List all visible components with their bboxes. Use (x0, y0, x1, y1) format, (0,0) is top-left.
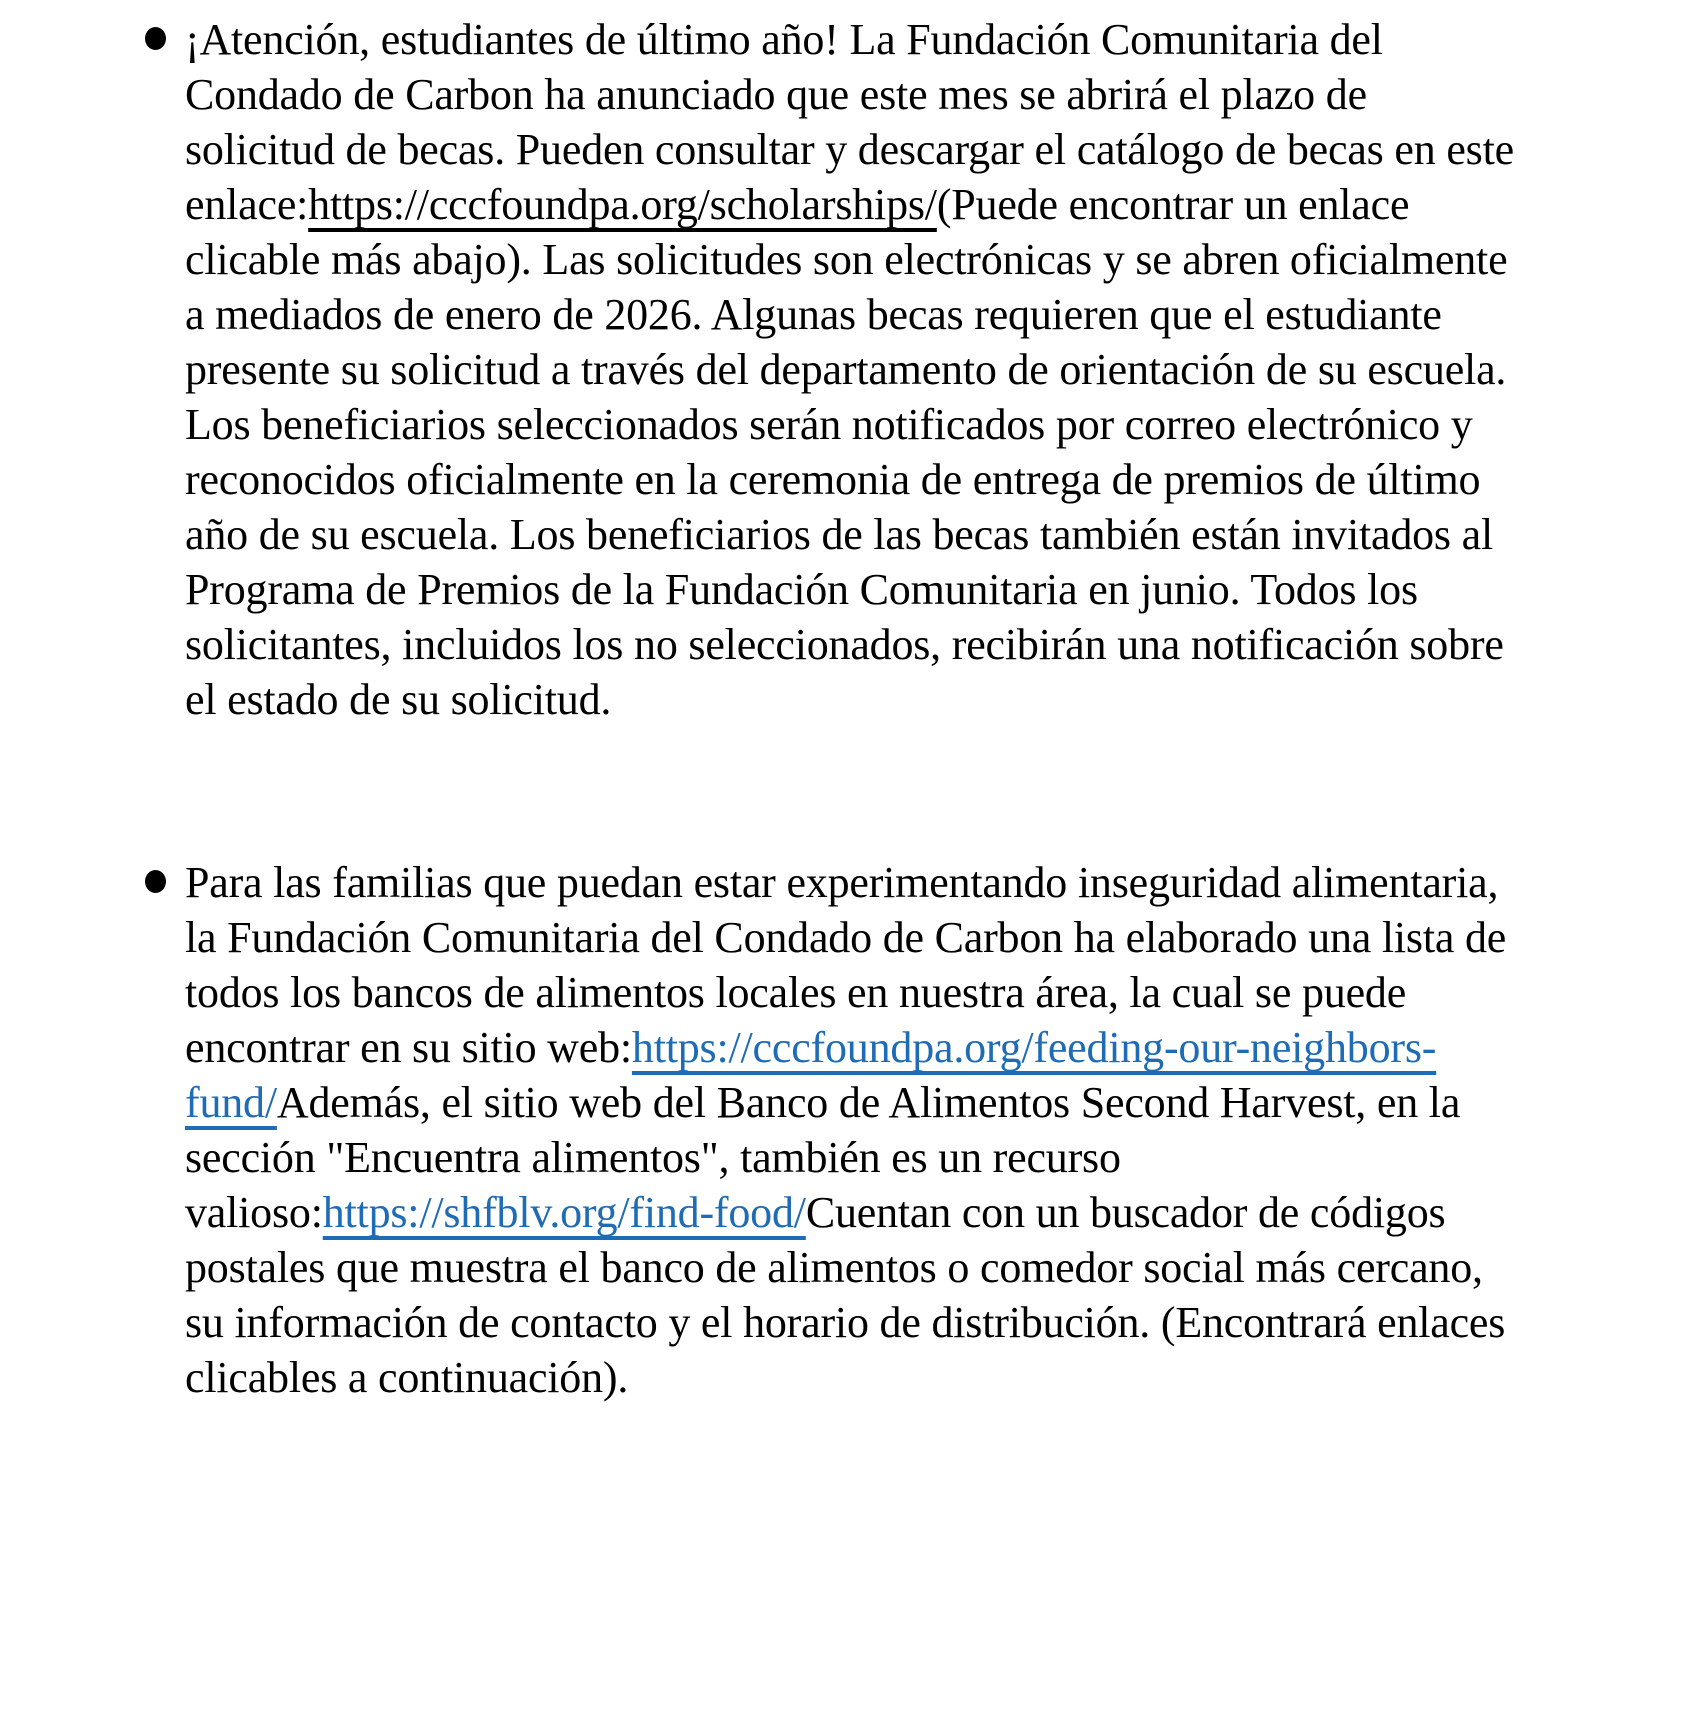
list-item (185, 12, 1515, 727)
list-item (185, 855, 1515, 1405)
hyperlink[interactable]: https://shfblv.org/find-food/ (322, 1188, 806, 1237)
hyperlink[interactable]: https://cccfoundpa.org/scholarships/ (308, 180, 937, 229)
paragraph-text: Para las familias que puedan estar experimentando inseguridad alimentaria, la Fundación Comunitaria del Condado de Carbon ha elaborado una lista de todos los bancos de alimentos locales en nuestra área, la cual se puede encontrar en su sitio web: (185, 858, 1507, 1072)
paragraph-text: ¡Atención, estudiantes de último año! La Fundación Comunitaria del Condado de Carbon ha anunciado que este mes se abrirá el plazo de solicitud de becas. Pueden consultar y descargar el catálogo de becas en este enlace: (185, 15, 1514, 229)
paragraph-text: Además, el sitio web del Banco de Alimentos Second Harvest, en la sección "Encuentra alimentos", también es un recurso valioso: (185, 1078, 1461, 1237)
hyperlink[interactable]: https://cccfoundpa.org/feeding-our-neighbors-fund/ (185, 1023, 1437, 1127)
bullet-icon (145, 27, 166, 50)
paragraph-text: (Puede encontrar un enlace clicable más abajo). Las solicitudes son electrónicas y se abren oficialmente a mediados de enero de 2026. Algunas becas requieren que el estudiante presente su solicitud a través del departamento de orientación de su escuela. Los beneficiarios seleccionados serán notificados por correo electrónico y reconocidos oficialmente en la ceremonia de entrega de premios de último año de su escuela. Los beneficiarios de las becas también están invitados al Programa de Premios de la Fundación Comunitaria en junio. Todos los solicitantes, incluidos los no seleccionados, recibirán una notificación sobre el estado de su solicitud. (185, 180, 1508, 724)
paragraph-text: Cuentan con un buscador de códigos postales que muestra el banco de alimentos o comedor social más cercano, su información de contacto y el horario de distribución. (Encontrará enlaces clicables a continuación). (185, 1188, 1506, 1402)
bullet-icon (145, 870, 166, 893)
